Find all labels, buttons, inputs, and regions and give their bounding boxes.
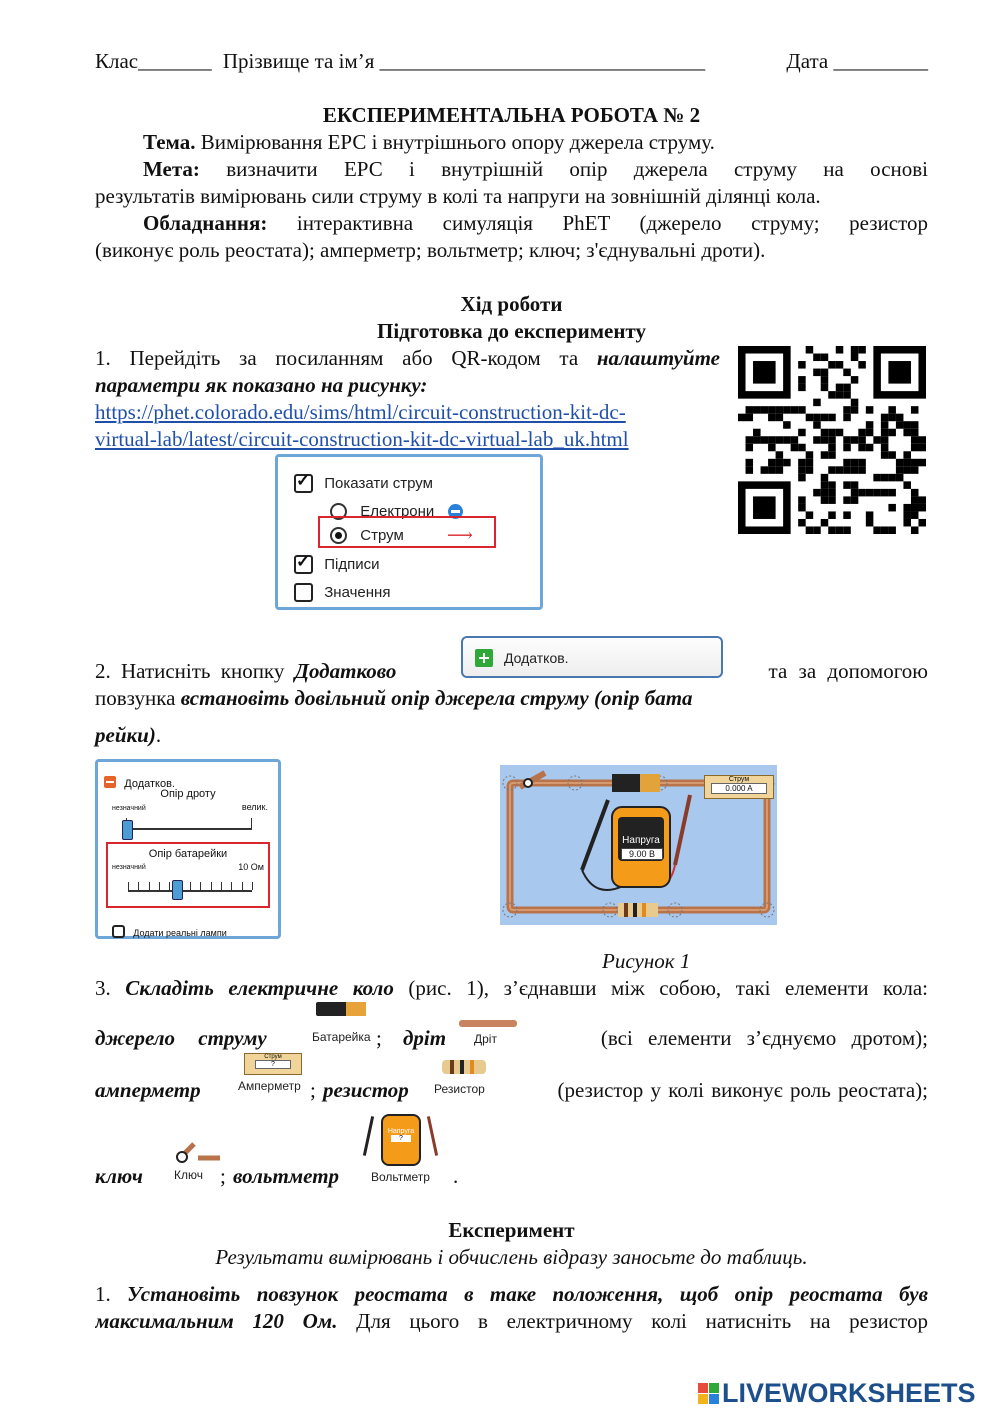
step2-text-g: .: [155, 723, 162, 747]
wire-chip: [459, 1018, 519, 1050]
step2-line-2: [95, 685, 693, 712]
voltmeter-value: 9.00 В: [621, 848, 663, 860]
wire-chip-label: Дріт: [474, 1032, 497, 1046]
step3-sep1: ;: [376, 1026, 382, 1050]
arrow-right-icon: ⟶: [447, 524, 473, 545]
battery-chip-label: Батарейка: [312, 1030, 371, 1044]
minus-icon: [104, 776, 116, 788]
real-bulbs-label: Додати реальні лампи: [133, 928, 227, 938]
exp-step1-text-c: Для цього в електричному колі натисніть на резистор: [337, 1309, 928, 1333]
ammeter-chip-label: Амперметр: [238, 1079, 301, 1093]
wire-resistance-label: Опір дроту: [160, 788, 216, 800]
battery-resistance-slider-thumb[interactable]: [172, 880, 183, 900]
battery-track-tick: [128, 882, 129, 890]
date-label: Дата _________: [786, 49, 928, 73]
checkbox-checked-icon: [294, 474, 313, 493]
resistor-chip: [432, 1060, 498, 1100]
battery-track-tick: [221, 882, 222, 890]
step1-text-a: Перейдіть за посиланням або QR-кодом та: [110, 346, 597, 370]
theme-line: [95, 129, 928, 156]
step2-text-c: та за допомогою: [768, 659, 928, 683]
advanced-button-label: Додатков.: [504, 650, 569, 666]
voltmeter-chip-q: ?: [391, 1135, 411, 1142]
exp-step1-text-a: Установіть повзунок реостата в таке положення, щоб опір реостата був: [110, 1282, 928, 1306]
battery-resistance-label: Опір батарейки: [148, 848, 228, 860]
battery-track-tick: [159, 882, 160, 890]
probe-red: [427, 1116, 438, 1156]
phet-link-line-1[interactable]: https://phet.colorado.edu/sims/html/circuit-construction-kit-dc-: [95, 400, 626, 424]
step1-line-1: [95, 345, 720, 372]
step3-wire: дріт: [403, 1026, 447, 1050]
voltmeter-label: Напруга: [622, 835, 660, 846]
battery-track-tick: [231, 882, 232, 890]
step2-text-b: Додатково: [294, 659, 397, 683]
step3-sep3: ;: [220, 1164, 226, 1188]
figure-caption: Рисунок 1: [602, 949, 691, 973]
voltmeter-chip: [355, 1110, 447, 1190]
step1-text-b: налаштуйте: [596, 346, 720, 370]
liveworksheets-logo: [698, 1378, 993, 1408]
exp-step1-text-b: максимальним 120 Ом.: [95, 1309, 338, 1333]
step3-ammeter: амперметр: [95, 1078, 201, 1102]
step3-text-a: Складіть електричне коло: [110, 976, 394, 1000]
theme-text: Вимірювання ЕРС і внутрішнього опору джерела струму.: [195, 130, 715, 154]
step3-resistor-note: (резистор у колі виконує роль реостата);: [557, 1078, 928, 1102]
experiment-title: Експеримент: [448, 1218, 575, 1242]
resistor-icon: [442, 1060, 486, 1074]
wire-track-tick-right: [251, 818, 252, 830]
header-line: [95, 48, 928, 75]
goal-text-2: результатів вимірювань сили струму в колі та напруги на зовнішній ділянці кола.: [95, 184, 821, 208]
battery-track-tick: [190, 882, 191, 890]
plus-icon: [475, 649, 493, 667]
step2-line-1a: [95, 658, 396, 685]
wire-resistance-track: [126, 828, 252, 830]
step1-link-block: [95, 399, 629, 453]
battery-icon: [316, 1002, 366, 1016]
electrons-label: Електрони: [360, 503, 435, 520]
resistor-chip-label: Резистор: [434, 1082, 485, 1096]
step3-wire-note: (всі елементи з’єднуємо дротом);: [600, 1026, 928, 1050]
logo-blocks-icon: [698, 1383, 720, 1405]
step3-sep2: ;: [310, 1078, 316, 1102]
name-label: Прізвище та ім’я _______________________________: [222, 49, 706, 73]
advanced-panel: [95, 759, 281, 939]
checkbox-checked-icon: [294, 555, 313, 574]
ammeter-icon: [244, 1053, 302, 1075]
step3-source: джерело струму: [95, 1026, 267, 1050]
procedure-title: Хід роботи: [460, 292, 563, 316]
ammeter-chip: [238, 1053, 310, 1099]
battery-track-tick: [169, 882, 170, 890]
goal-text-1: визначити ЕРС і внутрішній опір джерела струму на основі: [199, 157, 928, 181]
wire-resistance-slider-thumb[interactable]: [122, 820, 133, 840]
battery-track-tick: [138, 882, 139, 890]
labels-option[interactable]: [294, 550, 380, 575]
class-label: Клас_______: [95, 49, 212, 73]
ammeter-label: Струм: [728, 776, 750, 783]
battery-track-tick: [211, 882, 212, 890]
step2-line-3: [95, 722, 161, 749]
circuit-diagram: [500, 765, 777, 925]
step2-text-f: рейки): [95, 723, 156, 747]
advanced-button[interactable]: [461, 636, 723, 678]
battery-track-tick: [200, 882, 201, 890]
phet-link-line-2[interactable]: virtual-lab/latest/circuit-construction-kit-dc-virtual-lab_uk.html: [95, 427, 629, 451]
battery-track-tick: [252, 882, 253, 890]
step2-text-e: встановіть довільний опір джерела струму (опір бата: [180, 686, 693, 710]
step2-num: 2.: [95, 659, 111, 683]
battery-track-tick: [242, 882, 243, 890]
voltmeter-chip-small: Напруга: [387, 1128, 415, 1135]
checkbox-empty-icon: [112, 925, 125, 938]
qr-code-image: [738, 346, 926, 534]
step3-line-1: [95, 975, 928, 1002]
show-current-option[interactable]: [294, 469, 433, 494]
radio-selected-icon: [330, 527, 347, 544]
exp-step1-line-2: [95, 1308, 928, 1335]
ammeter-chip-q: ?: [255, 1060, 291, 1069]
real-bulbs-option[interactable]: [112, 917, 227, 942]
step1-text-c: параметри як показано на рисунку:: [95, 373, 428, 397]
logo-text: LIVEWORKSHEETS: [722, 1378, 976, 1408]
battery-track-tick: [149, 882, 150, 890]
step3-switch: ключ: [95, 1164, 143, 1188]
switch-chip: [162, 1140, 224, 1186]
current-option[interactable]: [330, 521, 473, 546]
battery-10ohm-label: 10 Ом: [238, 862, 264, 872]
page-title: ЕКСПЕРИМЕНТАЛЬНА РОБОТА № 2: [322, 103, 701, 127]
step2-text-d: повзунка: [95, 686, 181, 710]
battery-resistance-track: [128, 890, 252, 892]
step2-text-a: Натисніть кнопку: [110, 659, 295, 683]
ammeter-chip-small: Струм: [264, 1054, 282, 1060]
values-label: Значення: [324, 584, 391, 601]
equipment-text-2: (виконує роль реостата); амперметр; вольтметр; ключ; з'єднувальні дроти).: [95, 238, 766, 262]
equipment-text-1: інтерактивна симуляція PhET (джерело струму; резистор: [267, 211, 928, 235]
wire-tiny-label: незначний: [112, 805, 146, 812]
probe-black: [363, 1116, 374, 1156]
step3-end: .: [453, 1164, 459, 1188]
current-label: Струм: [360, 527, 404, 544]
battery-chip: [312, 1002, 376, 1050]
voltmeter-icon: [381, 1114, 421, 1166]
step3-text-b: (рис. 1), з’єднавши між собою, такі елементи кола:: [393, 976, 928, 1000]
step1-num: 1.: [95, 346, 111, 370]
voltmeter-chip-label: Вольтметр: [371, 1170, 430, 1184]
step3-resistor: резистор: [323, 1078, 409, 1102]
step3-num: 3.: [95, 976, 111, 1000]
labels-label: Підписи: [324, 556, 380, 573]
equipment-label: Обладнання:: [143, 211, 268, 235]
equipment-line-1: [95, 210, 928, 237]
ammeter-value: 0.000 A: [711, 783, 767, 794]
goal-label: Мета:: [143, 157, 200, 181]
advanced-panel-title: Додатков.: [124, 778, 175, 790]
values-option[interactable]: [294, 578, 390, 603]
wire-icon: [459, 1020, 517, 1027]
show-current-label: Показати струм: [324, 475, 433, 492]
prep-title: Підготовка до експерименту: [377, 319, 646, 343]
exp-step1-num: 1.: [95, 1282, 111, 1306]
exp-step1-line-1: [95, 1281, 928, 1308]
experiment-subtitle: Результати вимірювань і обчислень відразу заносьте до таблиць.: [215, 1245, 808, 1269]
switch-chip-label: Ключ: [174, 1168, 203, 1182]
theme-label: Тема.: [143, 130, 196, 154]
switch-icon: [162, 1140, 222, 1164]
ammeter[interactable]: [704, 775, 774, 799]
battery-tiny-label: незначний: [112, 864, 146, 871]
checkbox-empty-icon: [294, 583, 313, 602]
wire-large-label: велик.: [241, 802, 268, 812]
goal-line-1: [95, 156, 928, 183]
step3-voltmeter: вольтметр: [233, 1164, 340, 1188]
settings-panel: [275, 454, 543, 610]
